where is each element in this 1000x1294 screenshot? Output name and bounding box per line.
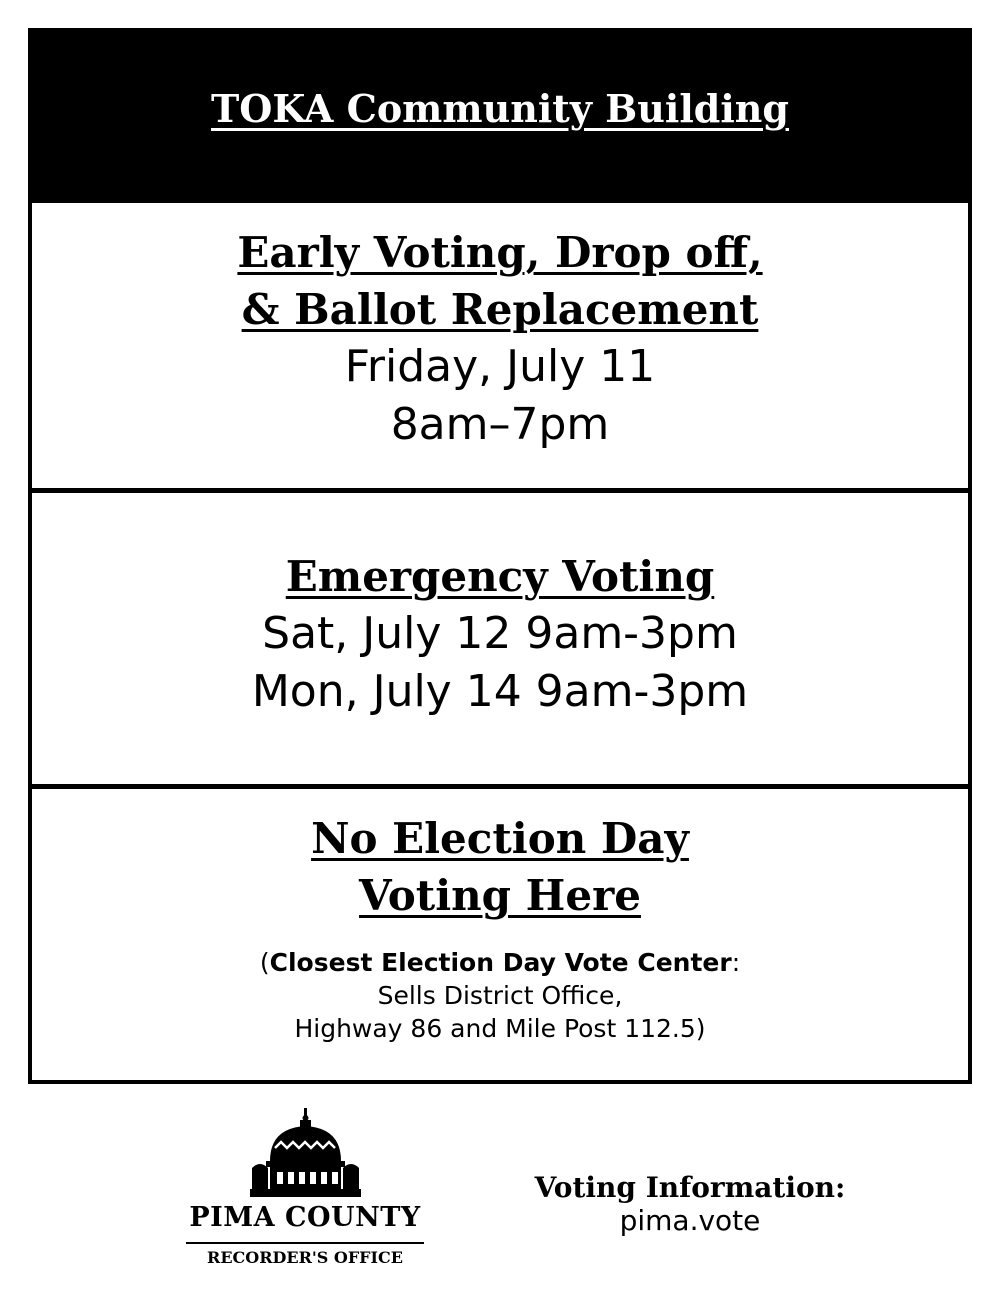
logo-rule — [186, 1242, 424, 1244]
divider — [32, 784, 968, 789]
divider — [32, 198, 968, 203]
early-voting-section — [32, 224, 968, 454]
voting-info — [520, 1172, 860, 1238]
early-voting-date: Friday, July 11 — [344, 341, 656, 392]
emergency-voting-line1: Sat, July 12 9am-3pm — [262, 608, 738, 659]
no-election-heading-line2: Voting Here — [359, 871, 641, 920]
vote-center-note-line2: Sells District Office, — [377, 981, 623, 1010]
location-title: TOKA Community Building — [211, 85, 789, 131]
logo-subtitle: RECORDER'S OFFICE — [207, 1248, 403, 1267]
pima-county-logo — [180, 1106, 430, 1276]
voting-info-title: Voting Information: — [534, 1171, 846, 1204]
vote-center-note-line3: Highway 86 and Mile Post 112.5) — [294, 1014, 706, 1043]
emergency-voting-section — [32, 548, 968, 721]
early-voting-heading-line1: Early Voting, Drop off, — [237, 228, 763, 277]
vote-center-note-line1 — [32, 946, 968, 979]
voting-info-link[interactable]: pima.vote — [619, 1204, 761, 1237]
vote-center-label: Closest Election Day Vote Center — [269, 948, 732, 977]
location-header — [32, 32, 968, 198]
note-paren: ( — [259, 948, 270, 977]
no-election-heading-line1: No Election Day — [311, 814, 689, 863]
logo-name: PIMA COUNTY — [189, 1202, 421, 1233]
capitol-dome-icon — [180, 1106, 430, 1206]
early-voting-heading-line2: & Ballot Replacement — [241, 285, 759, 334]
footer — [0, 1100, 1000, 1294]
no-election-day-section — [32, 810, 968, 1045]
early-voting-hours: 8am–7pm — [390, 399, 610, 450]
emergency-voting-line2: Mon, July 14 9am-3pm — [251, 666, 749, 717]
note-colon: : — [731, 948, 741, 977]
flyer-frame — [28, 28, 972, 1084]
emergency-voting-heading: Emergency Voting — [285, 552, 715, 601]
divider — [32, 488, 968, 493]
